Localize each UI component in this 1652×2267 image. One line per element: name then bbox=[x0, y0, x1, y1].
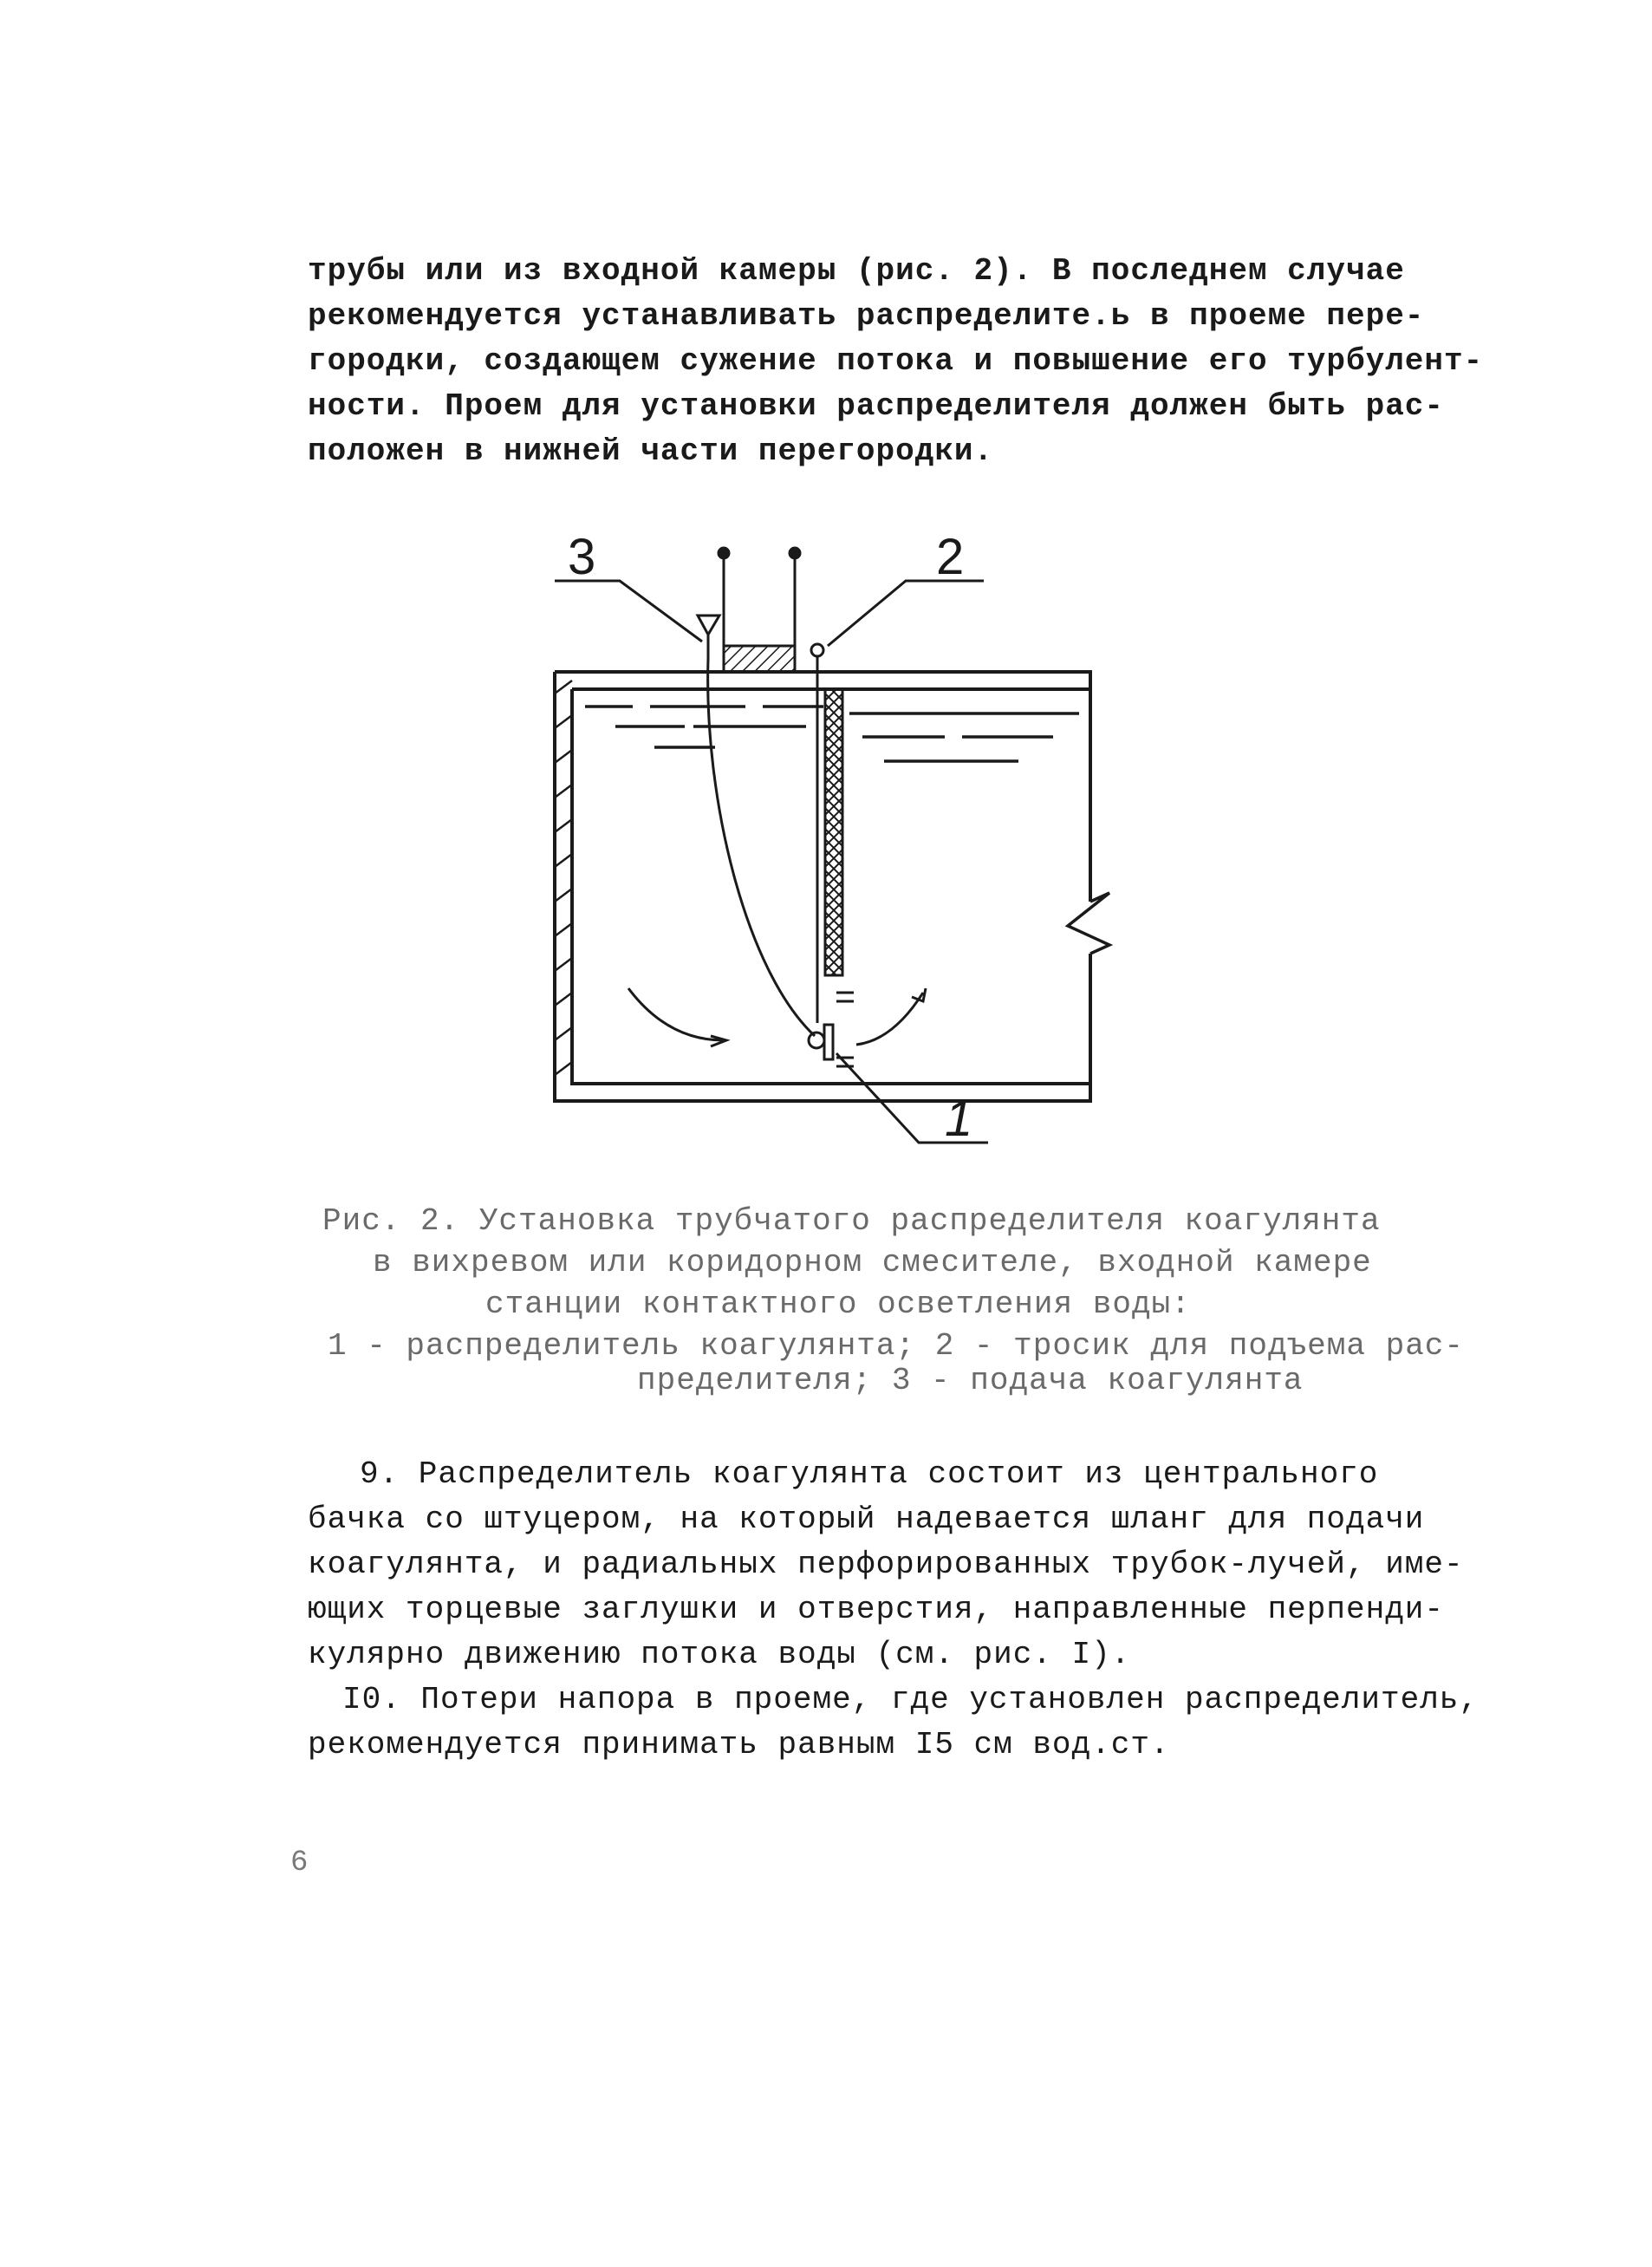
flow-arrows bbox=[628, 988, 926, 1046]
caption-line: Рис. 2. Установка трубчатого распределителя коагулянта bbox=[322, 1203, 1381, 1239]
text-line: рекомендуется принимать равным I5 см вод.ст. bbox=[308, 1727, 1170, 1762]
label-cable: 2 bbox=[936, 529, 965, 585]
caption-line: 1 - распределитель коагулянта; 2 - тросик для подъема рас- bbox=[328, 1328, 1465, 1364]
page-number: 6 bbox=[290, 1847, 309, 1879]
caption-line: станции контактного осветления воды: bbox=[485, 1287, 1191, 1322]
distributor bbox=[809, 993, 854, 1066]
break-symbol bbox=[1068, 893, 1109, 954]
text-line: ности. Проем для установки распределителя должен быть рас- bbox=[308, 388, 1445, 424]
support-block bbox=[724, 646, 795, 672]
text-line: ющих торцевые заглушки и отверстия, направленные перпенди- bbox=[308, 1592, 1445, 1627]
text-line: трубы или из входной камеры (рис. 2). В последнем случае bbox=[308, 253, 1405, 289]
label-feed: 3 bbox=[568, 529, 596, 585]
figure-diagram bbox=[537, 520, 1127, 1179]
caption-line: пределителя; 3 - подача коагулянта bbox=[637, 1363, 1304, 1398]
lifting-cable bbox=[811, 644, 823, 1023]
text-line: городки, создающем сужение потока и повышение его турбулент- bbox=[308, 343, 1484, 379]
left-wall-hatching bbox=[555, 681, 572, 1075]
text-line: рекомендуется устанавливать распределите.ь в проеме пере- bbox=[308, 298, 1425, 334]
text-line: положен в нижней части перегородки. bbox=[308, 433, 994, 469]
text-line: I0. Потери напора в проеме, где установлен распределитель, bbox=[342, 1682, 1480, 1717]
text-line: кулярно движению потока воды (см. рис. I). bbox=[308, 1637, 1131, 1672]
label-distributor: 1 bbox=[945, 1091, 973, 1147]
support-posts bbox=[719, 548, 800, 646]
partition bbox=[825, 689, 842, 975]
coagulant-feed bbox=[698, 616, 815, 1036]
text-line: коагулянта, и радиальных перфорированных трубок-лучей, име- bbox=[308, 1547, 1464, 1582]
text-line: 9. Распределитель коагулянта состоит из центрального bbox=[360, 1456, 1379, 1492]
text-line: бачка со штуцером, на который надевается шланг для подачи bbox=[308, 1502, 1425, 1537]
caption-line: в вихревом или коридорном смесителе, входной камере bbox=[373, 1245, 1372, 1280]
